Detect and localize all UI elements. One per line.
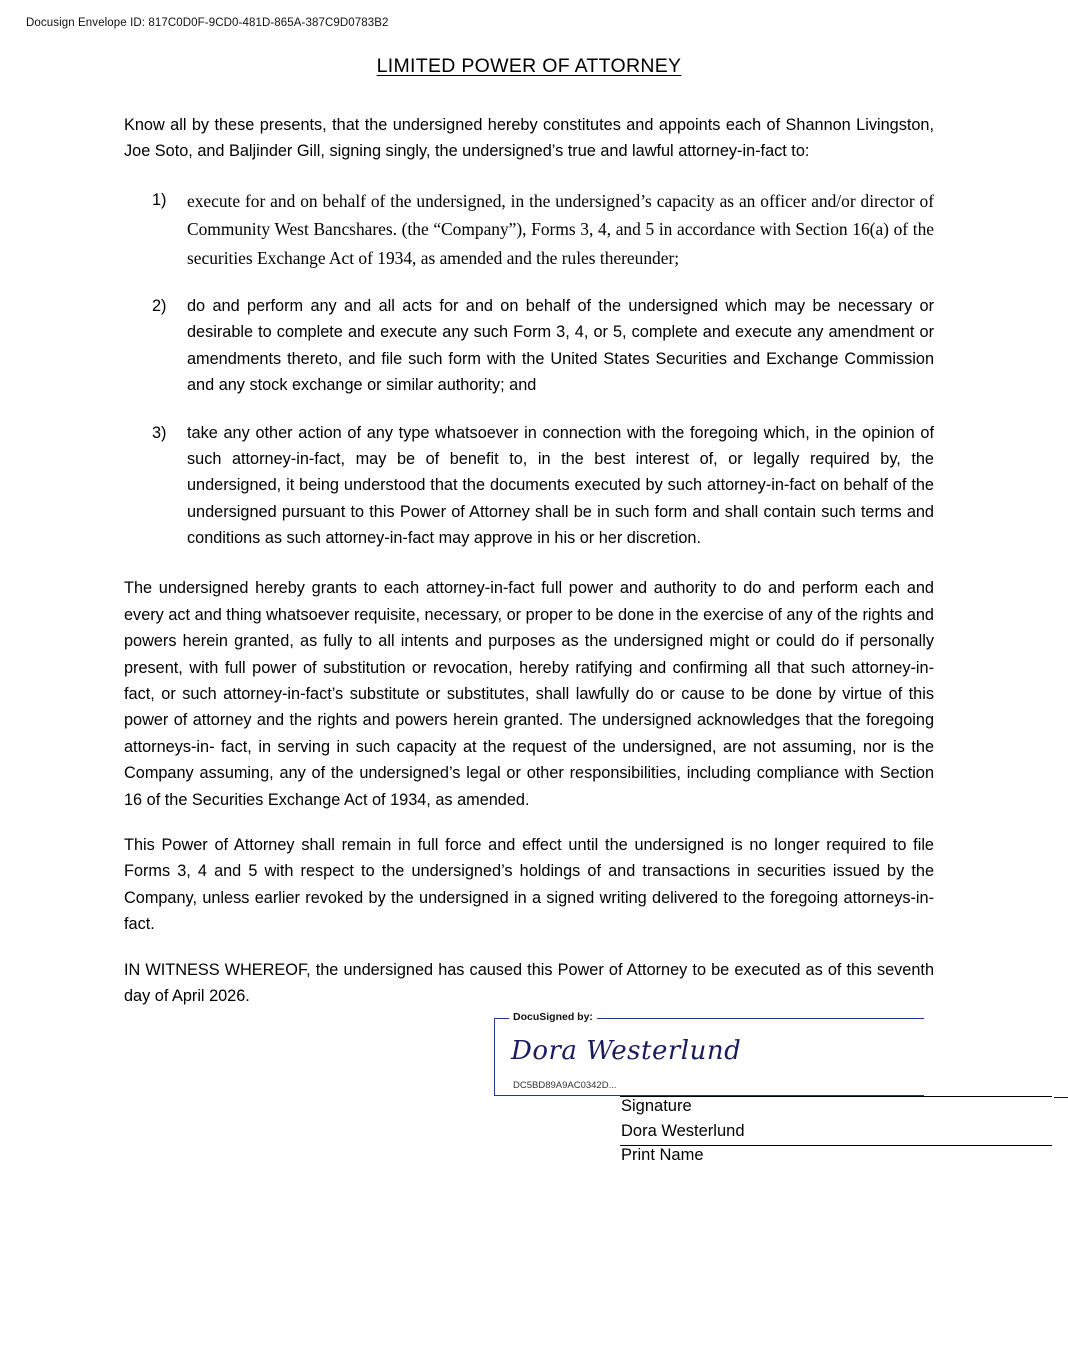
signature-hash-id: DC5BD89A9AC0342D...: [513, 1080, 617, 1091]
clause-text: execute for and on behalf of the undersigned, in the undersigned’s capacity as an officer and/or director of Community West Bancshares. (the “Company”), Forms 3, 4, and 5 in accordance with Section 16(a) of the securities Exchange Act of 1934, as amended and the rules thereunder;: [187, 190, 934, 268]
clause-number: 2): [152, 296, 167, 315]
printed-name-value: Dora Westerlund: [621, 1122, 745, 1140]
clause-list: [124, 187, 934, 552]
list-item: [124, 293, 934, 399]
page-title: LIMITED POWER OF ATTORNEY: [376, 55, 682, 77]
clause-number: 3): [152, 423, 167, 442]
document-body: [124, 55, 934, 1028]
clause-text: do and perform any and all acts for and on behalf of the undersigned which may be necessary or desirable to complete and execute any such Form 3, 4, or 5, complete and execute any amendment or amendments thereto, and file such form with the United States Securities and Exchange Commission and any stock exchange or similar authority; and: [187, 296, 934, 395]
list-item: [124, 187, 934, 272]
docusigned-by-label: DocuSigned by:: [509, 1011, 597, 1023]
docusign-envelope-id: Docusign Envelope ID: 817C0D0F-9CD0-481D-865A-387C9D0783B2: [26, 17, 389, 29]
witness-paragraph: IN WITNESS WHEREOF, the undersigned has caused this Power of Attorney to be executed as of this seventh day of April 2026.: [124, 960, 934, 1005]
print-name-caption: Print Name: [621, 1146, 704, 1164]
docusign-signature-stamp: [494, 1011, 924, 1096]
list-item: [124, 420, 934, 552]
signature-trailing-mark: —: [1054, 1088, 1068, 1104]
clause-text: take any other action of any type whatsoever in connection with the foregoing which, in the opinion of such attorney-in-fact, may be of benefit to, in the best interest of, or legally required by, the undersigned, it being understood that the documents executed by such attorney-in-fact on behalf of the undersigned pursuant to this Power of Attorney shall be in such form and shall contain such terms and conditions as such attorney-in-fact may approve in his or her discretion.: [187, 423, 934, 548]
duration-paragraph: This Power of Attorney shall remain in full force and effect until the undersigned is no longer required to file Forms 3, 4 and 5 with respect to the undersigned’s holdings of and transactions in securities issued by the Company, unless earlier revoked by the undersigned in a signed writing delivered to the foregoing attorneys-in-fact.: [124, 835, 934, 934]
signature-caption: Signature: [621, 1097, 692, 1115]
signature-image: Dora Westerlund: [511, 1036, 742, 1066]
clause-number: 1): [152, 190, 167, 209]
intro-paragraph: Know all by these presents, that the undersigned hereby constitutes and appoints each of Shannon Livingston, Joe Soto, and Baljinder Gill, signing singly, the undersigned’s true and lawful attorney-in-fact to:: [124, 116, 934, 161]
grant-paragraph: The undersigned hereby grants to each attorney-in-fact full power and authority to do and perform each and every act and thing whatsoever requisite, necessary, or proper to be done in the exercise of any of the rights and powers herein granted, as fully to all intents and purposes as the undersigned might or could do if personally present, with full power of substitution or revocation, hereby ratifying and confirming all that such attorney-in-fact, or such attorney-in-fact’s substitute or substitutes, shall lawfully do or cause to be done by virtue of this power of attorney and the rights and powers herein granted. The undersigned acknowledges that the foregoing attorneys-in- fact, in serving in such capacity at the request of the undersigned, are not assuming, nor is the Company assuming, any of the undersigned’s legal or other responsibilities, including compliance with Section 16 of the Securities Exchange Act of 1934, as amended.: [124, 579, 934, 809]
